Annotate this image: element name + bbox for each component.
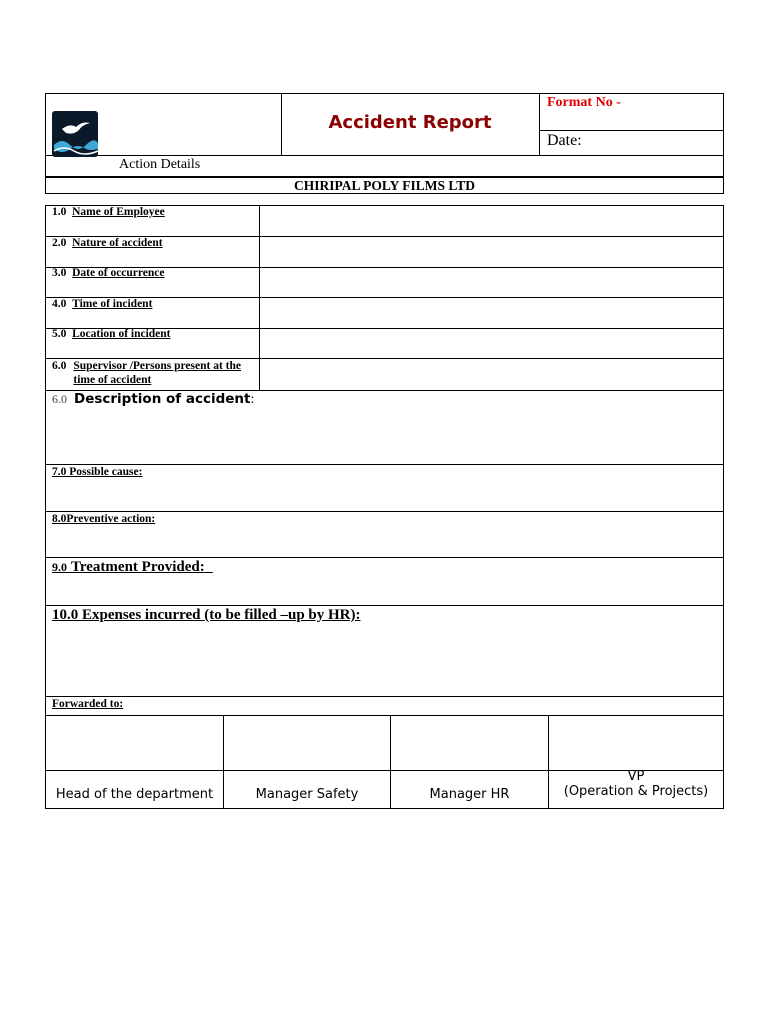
signature-box-hr[interactable] [391, 716, 548, 770]
preventive-action-label: 8.0Preventive action: [52, 513, 156, 525]
field-nature-of-accident-value[interactable] [262, 238, 722, 266]
field-time-of-incident: 4.0 Time of incident [52, 298, 153, 310]
field-name-of-employee: 1.0 Name of Employee [52, 206, 165, 218]
report-title: Accident Report [328, 112, 492, 133]
signature-label-head: Head of the department [55, 787, 214, 802]
description-label: 6.0 Description of accident: [52, 391, 255, 407]
field-location-of-incident-value[interactable] [262, 330, 722, 357]
field-nature-of-accident: 2.0 Nature of accident [52, 237, 163, 249]
signature-box-safety[interactable] [224, 716, 390, 770]
field-date-of-occurrence: 3.0 Date of occurrence [52, 267, 165, 279]
signature-label-vp-sub: (Operation & Projects) [563, 784, 709, 799]
signature-box-head[interactable] [46, 716, 223, 770]
possible-cause-label: 7.0 Possible cause: [52, 466, 143, 478]
field-supervisor-value[interactable] [262, 360, 722, 390]
signature-box-vp[interactable] [549, 716, 723, 770]
action-details-label: Action Details [119, 157, 201, 172]
bird-wave-logo-icon [52, 111, 98, 157]
signature-label-hr: Manager HR [429, 787, 510, 802]
signature-label-vp: VP [627, 769, 645, 784]
signature-label-safety: Manager Safety [255, 787, 359, 802]
date-label: Date: [547, 132, 582, 149]
field-location-of-incident: 5.0 Location of incident [52, 328, 171, 340]
possible-cause-section[interactable] [45, 464, 724, 512]
field-date-of-occurrence-value[interactable] [262, 269, 722, 296]
treatment-label: 9.0 Treatment Provided: [52, 559, 205, 575]
forwarded-label: Forwarded to: [52, 698, 124, 710]
company-name-text: CHIRIPAL POLY FILMS LTD [294, 178, 475, 193]
forwarded-section [45, 696, 724, 716]
expenses-label: 10.0 Expenses incurred (to be filled –up by HR): [52, 607, 361, 623]
field-supervisor: 6.0 Supervisor /Persons present at the time of accident [52, 360, 241, 386]
field-time-of-incident-value[interactable] [262, 299, 722, 327]
company-name [45, 177, 724, 194]
format-no-label: Format No - [547, 95, 621, 110]
field-name-of-employee-value[interactable] [262, 207, 722, 235]
